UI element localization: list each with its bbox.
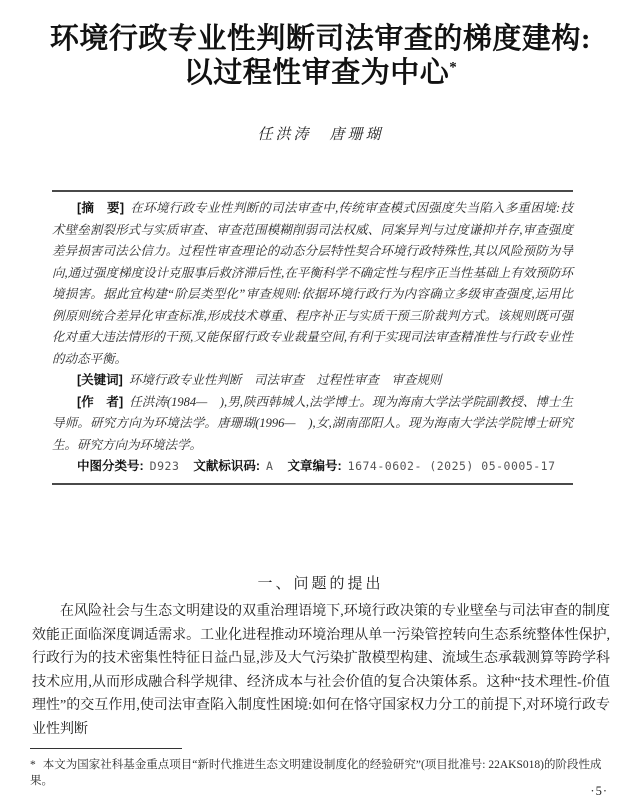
classification-line (52, 456, 573, 478)
article-id-label: 文章编号: (287, 459, 342, 473)
page-number: ·5· (590, 784, 608, 798)
author-names: 任洪涛 唐珊瑚 (257, 127, 384, 143)
footnote-text: 本文为国家社科基金重点项目“新时代推进生态文明建设制度化的经验研究”(项目批准号: 22AKS018)的阶段性成果。 (30, 759, 602, 787)
doc-code-value: A (266, 459, 274, 473)
author-label: [作 者] (77, 394, 124, 409)
author-bio-paragraph (52, 392, 573, 457)
abstract-block (52, 190, 573, 485)
doc-code-label: 文献标识码: (193, 459, 261, 473)
footnote-divider (30, 748, 182, 749)
article-id-value: 1674-0602- (2025) 05-0005-17 (347, 459, 556, 473)
abstract-label: [摘 要] (77, 201, 125, 215)
body-paragraph-1: 在风险社会与生态文明建设的双重治理语境下,环境行政决策的专业壁垒与司法审查的制度效能正面临深度调适需求。工业化进程推动环境治理从单一污染管控转向生态系统整体性保护,行政行为的技术密集性特征日益凸显,涉及大气污染扩散模型构建、流域生态承载测算等跨学科技术应用,从而形成融合科学规律、经济成本与社会价值的复合决策体系。这种“技术理性-价值理性”的交互作用,使司法审查陷入制度性困境:如何在恪守国家权力分工的前提下,对环境行政专业性判断 (32, 604, 610, 737)
author-bio-text: 任洪涛(1984— ),男,陕西韩城人,法学博士。现为海南大学法学院副教授、博士生导师。研究方向为环境法学。唐珊瑚(1996— ),女,湖南邵阳人。现为海南大学法学院博士研究生。研究方向为环境法学。 (52, 394, 573, 452)
footnote-marker: * (30, 759, 36, 771)
keywords-text: 环境行政专业性判断 司法审查 过程性审查 审查规则 (128, 373, 442, 387)
article-title-line1: 环境行政专业性判断司法审查的梯度建构: (49, 23, 592, 55)
clc-label: 中图分类号: (77, 459, 144, 473)
title-footnote-marker: * (449, 59, 458, 76)
article-title (0, 22, 641, 90)
footnote (30, 757, 615, 789)
clc-value: D923 (149, 459, 180, 473)
section-heading-1: 一、问题的提出 (257, 576, 384, 592)
abstract-text: 在环境行政专业性判断的司法审查中,传统审查模式因强度失当陷入多重困境:技术壁垒割裂形式与实质审查、审查范围模糊削弱司法权威、同案异判与过度谦抑并存,审查强度差异损害司法公信力。过程性审查理论的动态分层特性契合环境行政特殊性,其以风险预防为导向,通过强度梯度设计克服事后救济滞后性,在平衡科学不确定性与程序正当性基础上有效预防环境损害。据此宜构建“阶层类型化”审查规则:依据环境行政行为内容确立多级审查强度,运用比例原则统合差异化审查标准,形成技术尊重、程序补正与实质干预三阶裁判方式。该规则既可强化对重大违法情形的干预,又能保留行政专业裁量空间,有利于实现司法审查精准性与行政专业性的动态平衡。 (52, 201, 573, 366)
keywords-label: [关键词] (77, 373, 123, 387)
article-title-line2: 以过程性审查为中心* (183, 57, 458, 89)
keywords-line (52, 370, 573, 392)
abstract-paragraph (52, 198, 573, 370)
